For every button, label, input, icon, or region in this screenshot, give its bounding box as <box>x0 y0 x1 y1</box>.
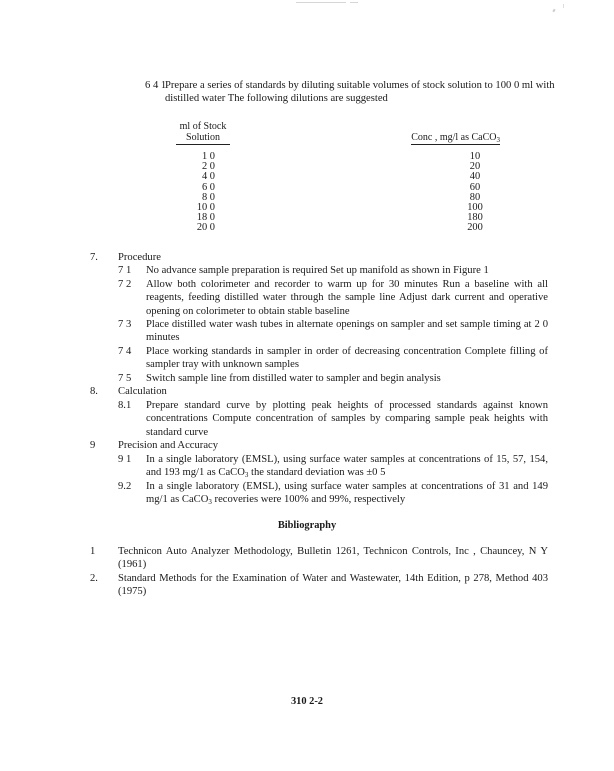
step-number: 7 2 <box>118 279 132 290</box>
entry-text: Technicon Auto Analyzer Methodology, Bulletin 1261, Technicon Controls, Inc , Chauncey, N Y (1961) <box>118 546 548 571</box>
text-part: In a single laboratory (EMSL), using surface water samples at concentrations of 31 and 149 mg/1 as CaCO <box>146 481 548 506</box>
column-header-concentration <box>411 132 500 145</box>
step-number: 7 4 <box>118 346 132 357</box>
item-number: 9.2 <box>118 481 132 492</box>
table-cell-conc: 20 <box>469 161 481 173</box>
section-title: Procedure <box>118 252 161 263</box>
precision-item-9-2 <box>118 480 548 507</box>
column-ml-values <box>185 152 215 234</box>
bibliography-title: Bibliography <box>277 520 337 531</box>
page-number: 310 2-2 <box>290 696 324 707</box>
table-cell-ml: 18 0 <box>196 212 215 224</box>
table-cell-conc: 40 <box>469 171 481 183</box>
section-title: Precision and Accuracy <box>118 440 219 451</box>
table-cell-conc: 100 <box>467 202 483 214</box>
paragraph-6-4-1 <box>145 79 570 106</box>
step-text: No advance sample preparation is required Set up manifold as shown in Figure 1 <box>146 265 489 276</box>
step-text: Allow both colorimeter and recorder to warm up for 30 minutes Run a baseline with all reagents, feeding distilled water through the sample line Adjust dark current and operative opening on colorimeter to obtain stable baseline <box>146 279 548 317</box>
precision-item-9-1 <box>118 453 548 480</box>
subscript: 3 <box>208 498 212 507</box>
table-cell-ml: 10 0 <box>196 202 215 214</box>
procedure-step-7-2 <box>118 278 548 318</box>
scan-artifact <box>350 2 358 3</box>
item-text <box>146 480 548 507</box>
header-text: Conc , mg/l as CaCO <box>411 132 497 143</box>
column-conc-values <box>460 152 490 234</box>
column-header-ml-stock <box>176 121 230 145</box>
section-heading-calculation <box>90 385 560 398</box>
text-part: In a single laboratory (EMSL), using surface water samples at concentrations of 15, 57, 154, and 193 mg/1 as CaCO <box>146 454 548 479</box>
header-line: ml of Stock <box>179 121 227 132</box>
paragraph-number: 6 4 1 <box>145 80 167 91</box>
entry-number: 1 <box>90 546 96 557</box>
section-heading-precision <box>90 439 560 452</box>
scan-artifact <box>552 9 555 13</box>
section-number: 7. <box>90 252 98 263</box>
table-cell-ml: 6 0 <box>202 181 215 193</box>
section-number: 9 <box>90 440 96 451</box>
procedure-step-7-3 <box>118 318 548 345</box>
table-cell-conc: 180 <box>467 212 483 224</box>
section-title: Calculation <box>118 386 167 397</box>
step-number: 7 3 <box>118 319 132 330</box>
procedure-step-7-1 <box>118 264 548 277</box>
step-number: 8.1 <box>118 400 132 411</box>
table-cell-ml: 8 0 <box>202 191 215 203</box>
step-text: Place distilled water wash tubes in alternate openings on sampler and set sample timing at 2 0 minutes <box>146 319 548 344</box>
scan-artifact <box>296 2 346 3</box>
table-cell-conc: 60 <box>469 181 481 193</box>
text-part: recoveries were 100% and 99%, respectively <box>211 494 406 506</box>
table-cell-ml: 20 0 <box>196 222 215 234</box>
procedure-step-7-4 <box>118 345 548 372</box>
subscript: 3 <box>244 471 249 480</box>
step-number: 7 1 <box>118 265 132 276</box>
header-line: Solution <box>176 132 230 145</box>
procedure-step-7-5 <box>118 372 548 385</box>
table-cell-ml: 1 0 <box>202 151 215 162</box>
table-cell-conc: 10 <box>469 151 481 162</box>
table-cell-conc: 200 <box>467 222 483 234</box>
table-cell-ml: 2 0 <box>202 161 215 173</box>
text-part: the standard deviation was ±0 5 <box>248 467 386 479</box>
section-number: 8. <box>90 386 98 397</box>
paragraph-text: Prepare a series of standards by diluting suitable volumes of stock solution to 100 0 ml with distilled water The following dilutions are suggested <box>165 80 555 105</box>
subscript: 3 <box>496 136 500 144</box>
entry-text: Standard Methods for the Examination of Water and Wastewater, 14th Edition, p 278, Method 403 (1975) <box>118 573 548 598</box>
step-text: Switch sample line from distilled water to sampler and begin analysis <box>146 373 441 384</box>
calculation-step-8-1 <box>118 399 548 439</box>
entry-number: 2. <box>90 573 98 584</box>
bibliography-entry <box>90 545 548 572</box>
item-number: 9 1 <box>118 454 132 465</box>
step-number: 7 5 <box>118 373 132 384</box>
section-heading-procedure <box>90 251 560 264</box>
step-text: Place working standards in sampler in order of decreasing concentration Complete filling of sampler tray with unknown samples <box>146 346 548 371</box>
table-cell-ml: 4 0 <box>202 171 215 183</box>
bibliography-entry <box>90 572 548 599</box>
step-text: Prepare standard curve by plotting peak heights of processed standards against known concentrations Compute concentration of samples by comparing sample peak heights with standard curve <box>146 400 548 438</box>
table-cell-conc: 80 <box>469 191 481 203</box>
item-text <box>146 453 548 480</box>
scan-artifact <box>563 4 564 8</box>
